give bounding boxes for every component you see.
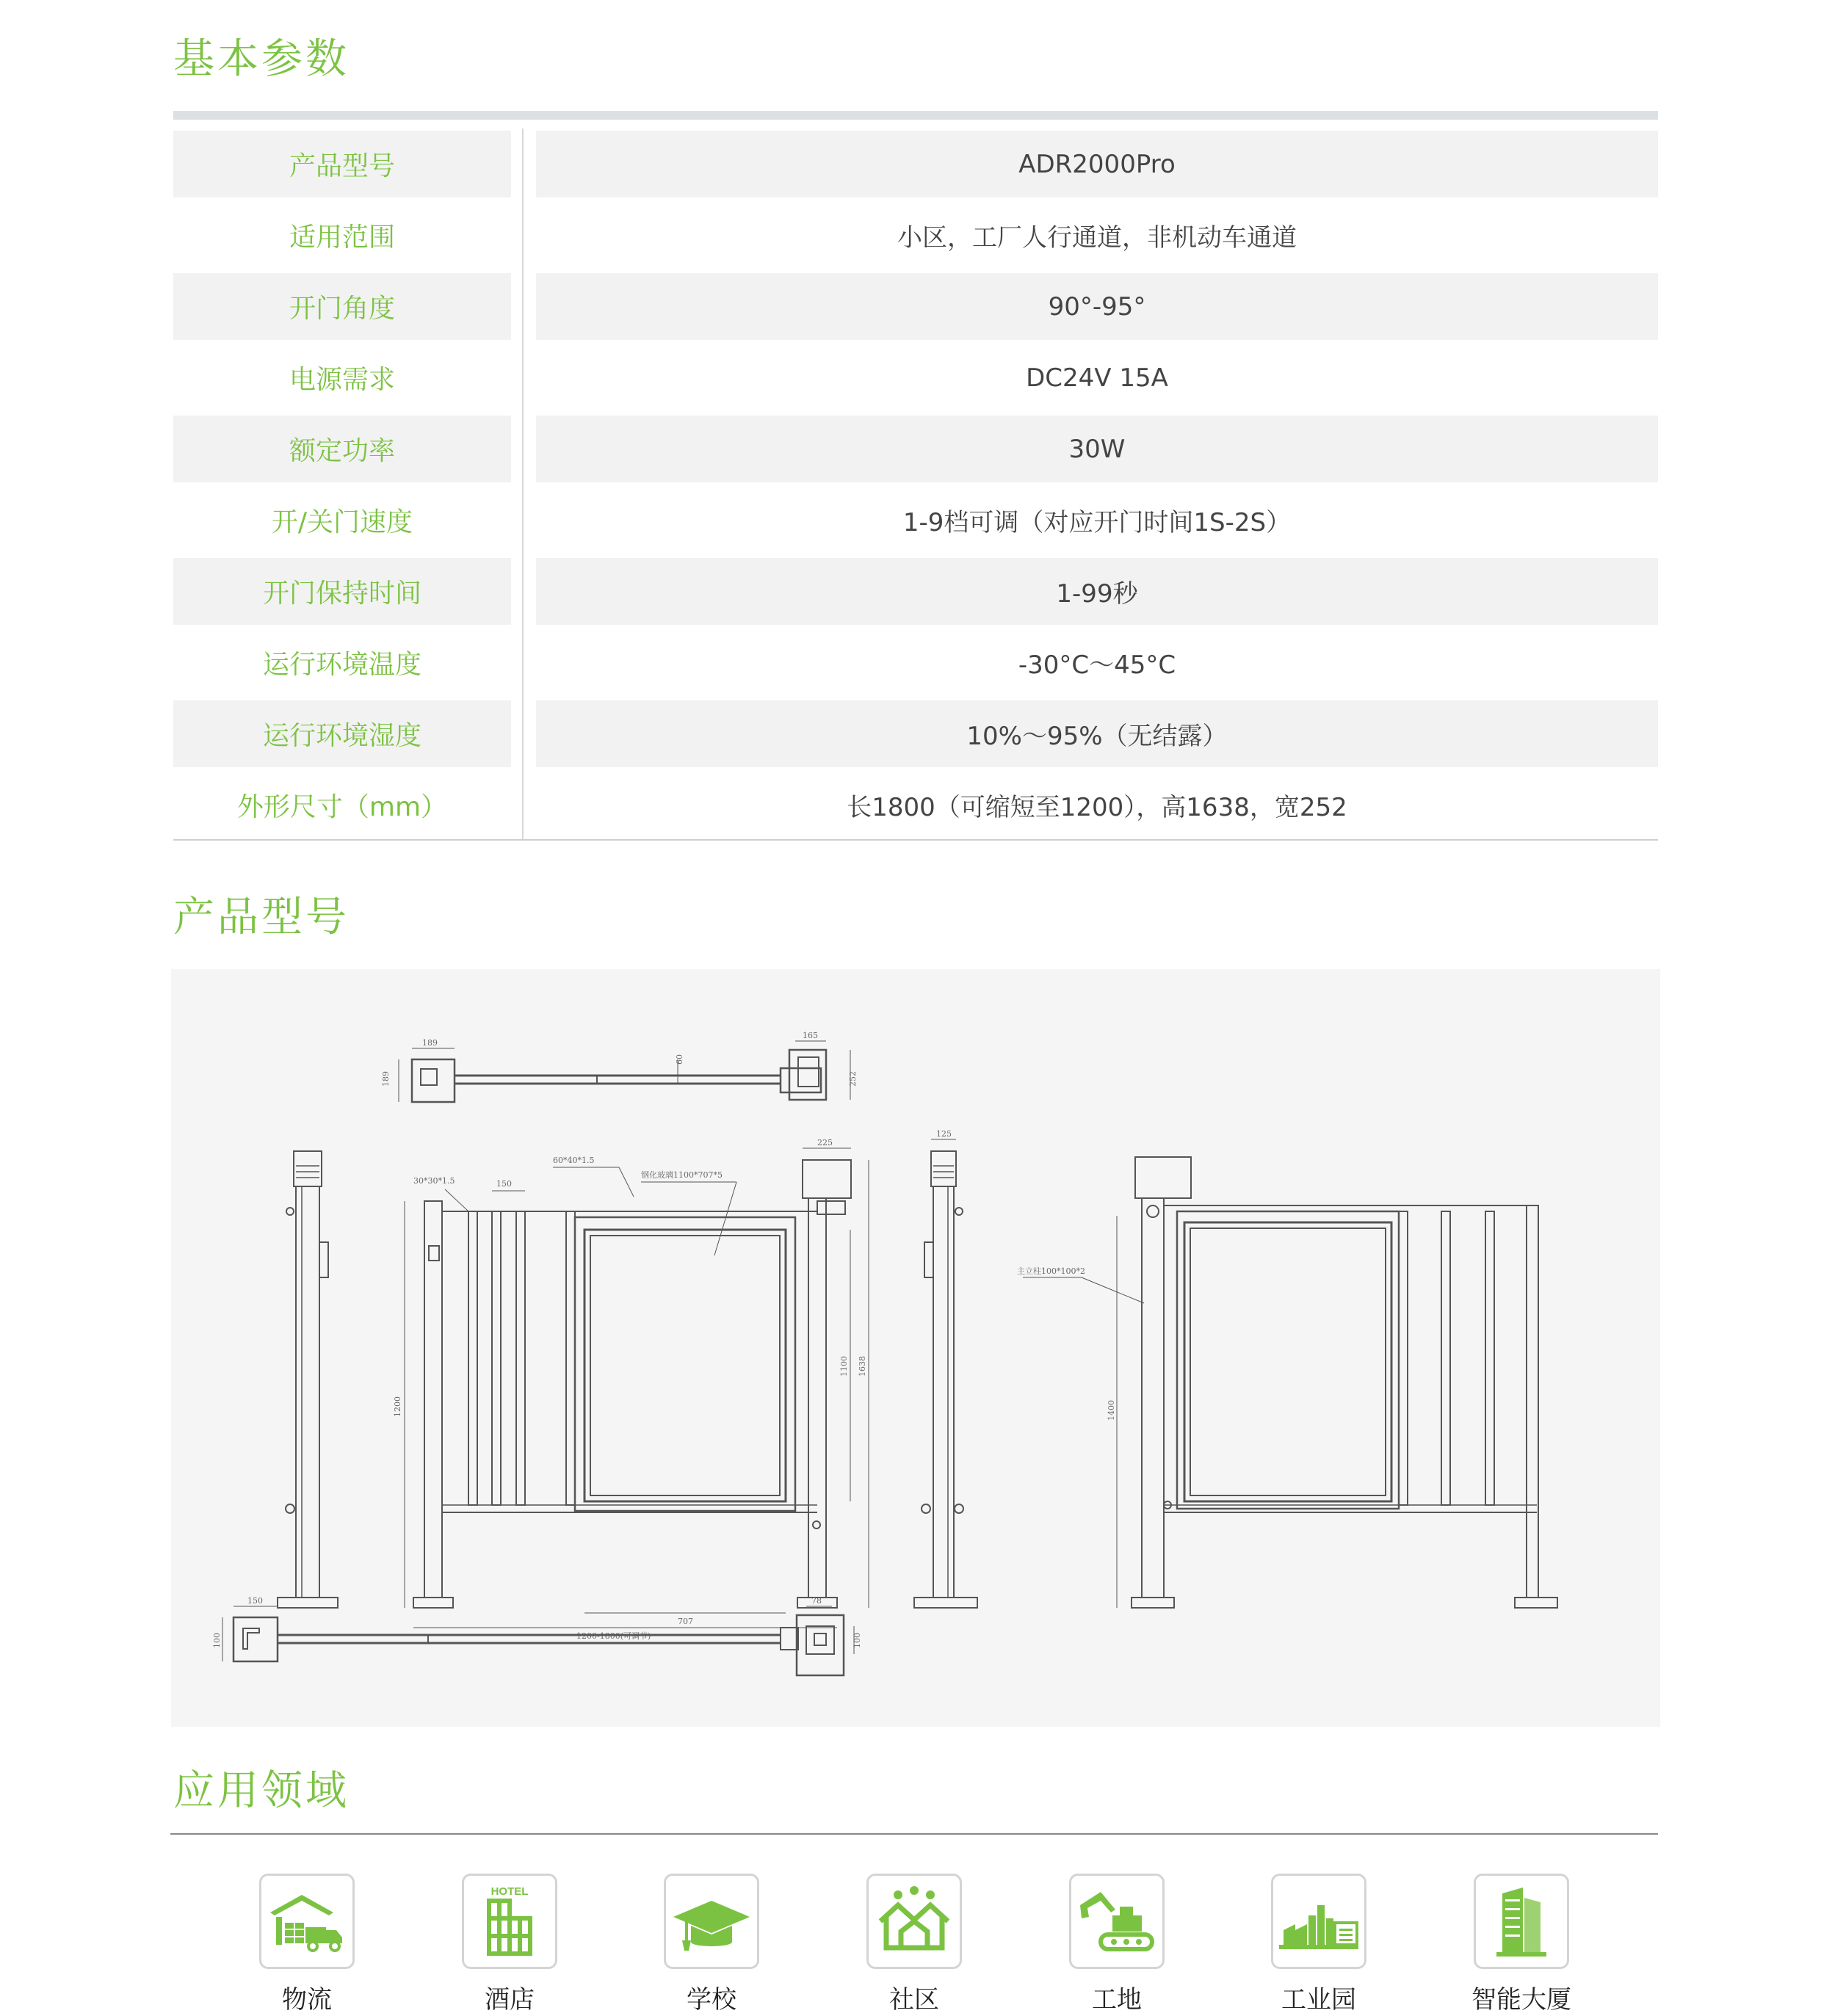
table-row (173, 698, 1658, 769)
dim-1400: 1400 (1107, 1400, 1116, 1421)
graduation-cap-icon (664, 1874, 759, 1969)
spec-value: 小区，工厂人行通道，非机动车通道 (897, 223, 1297, 253)
community-icon (866, 1874, 962, 1969)
warehouse-truck-icon (259, 1874, 355, 1969)
spec-label: 电源需求 (289, 365, 395, 395)
table-row (173, 200, 1658, 271)
spec-label: 运行环境湿度 (173, 700, 511, 767)
params-section-title: 基本参数 (173, 35, 350, 83)
dim-189v: 189 (381, 1071, 391, 1087)
table-row (173, 271, 1658, 342)
spec-label: 开门保持时间 (173, 558, 511, 625)
dim-bottom-150: 150 (247, 1596, 263, 1606)
spec-label: 外形尺寸（mm） (236, 792, 448, 822)
hotel-badge-text: HOTEL (490, 1885, 529, 1898)
application-label: 工业园 (1281, 1985, 1356, 2015)
application-item-construction (1043, 1874, 1190, 2015)
dim-707: 707 (678, 1617, 693, 1626)
dim-bottom-78: 78 (811, 1596, 822, 1606)
spec-value: 10%～95%（无结露） (536, 700, 1658, 767)
frame-spec-label: 60*40*1.5 (553, 1156, 595, 1165)
application-rule (170, 1833, 1658, 1835)
table-top-bar (173, 111, 1658, 120)
spec-label: 适用范围 (289, 222, 395, 253)
main-post-spec-label: 主立柱100*100*2 (1017, 1266, 1085, 1276)
spec-label: 开门角度 (173, 273, 511, 340)
dim-1100: 1100 (839, 1356, 849, 1377)
table-row (173, 342, 1658, 413)
table-row (173, 413, 1658, 485)
spec-table (173, 128, 1658, 841)
hotel-icon (462, 1874, 557, 1969)
model-section-title: 产品型号 (173, 893, 350, 941)
dim-bottom-100b: 100 (852, 1633, 862, 1648)
spec-value: 1-9档可调（对应开门时间1S-2S） (902, 508, 1292, 537)
spec-label: 额定功率 (173, 416, 511, 482)
application-label: 学校 (687, 1985, 736, 2015)
dim-1200-1800: 1200-1800(可调节) (576, 1631, 651, 1641)
spec-label: 运行环境温度 (262, 650, 421, 680)
table-row (173, 128, 1658, 200)
plan-view-lower (212, 1596, 862, 1675)
dim-1638: 1638 (858, 1356, 867, 1377)
application-label: 智能大厦 (1471, 1985, 1571, 2015)
application-item-school (638, 1874, 785, 2015)
spec-value: 30W (536, 416, 1658, 482)
application-label: 工地 (1092, 1985, 1142, 2015)
application-item-community (841, 1874, 988, 2015)
table-row (173, 556, 1658, 627)
spec-value: 长1800（可缩短至1200），高1638，宽252 (847, 793, 1347, 822)
dim-189: 189 (422, 1038, 438, 1048)
factory-icon (1271, 1874, 1366, 1969)
application-label: 物流 (282, 1985, 332, 2015)
dim-bottom-100: 100 (212, 1633, 222, 1648)
table-row (173, 769, 1658, 841)
application-label: 酒店 (485, 1985, 535, 2015)
spec-value: -30°C～45°C (1018, 650, 1176, 680)
table-row (173, 485, 1658, 556)
table-bottom-rule (173, 839, 1658, 841)
application-section-title: 应用领域 (173, 1767, 350, 1815)
skyscraper-icon (1474, 1874, 1569, 1969)
application-item-smart-building (1448, 1874, 1595, 2015)
application-item-hotel (436, 1874, 583, 2015)
technical-drawing (171, 969, 1660, 1727)
dim-252: 252 (848, 1071, 858, 1087)
application-label: 社区 (889, 1985, 939, 2015)
spec-value: 1-99秒 (536, 558, 1658, 625)
post-spec-label: 30*30*1.5 (413, 1176, 455, 1186)
dim-1200: 1200 (393, 1396, 402, 1417)
application-item-logistics (233, 1874, 380, 2015)
dim-60: 60 (675, 1054, 684, 1065)
application-item-industrial-park (1245, 1874, 1392, 2015)
dim-165: 165 (803, 1031, 818, 1040)
spec-value: ADR2000Pro (536, 131, 1658, 197)
dim-150: 150 (496, 1179, 512, 1189)
spec-label: 产品型号 (173, 131, 511, 197)
dim-225: 225 (817, 1138, 833, 1147)
excavator-icon (1069, 1874, 1165, 1969)
spec-value: DC24V 15A (1026, 363, 1168, 393)
spec-value: 90°-95° (536, 273, 1658, 340)
spec-label: 开/关门速度 (271, 507, 413, 537)
dim-125: 125 (936, 1129, 952, 1139)
table-row (173, 627, 1658, 698)
glass-spec-label: 钢化玻璃1100*707*5 (641, 1170, 723, 1180)
